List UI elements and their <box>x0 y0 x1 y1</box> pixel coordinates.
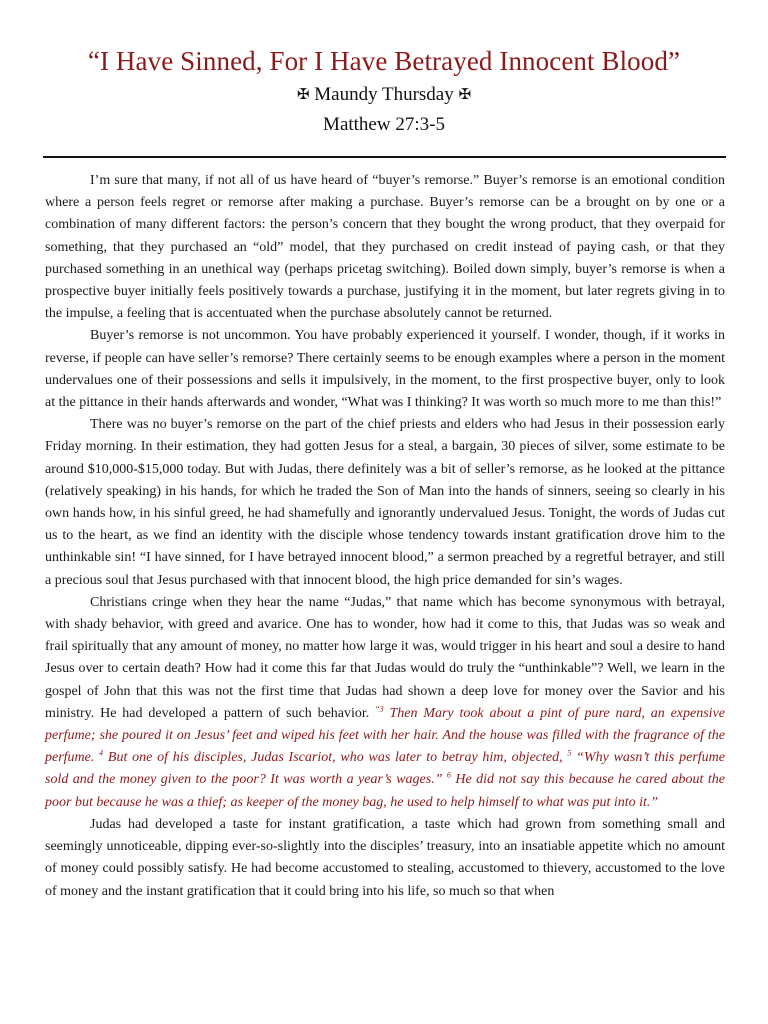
paragraph-5: Judas had developed a taste for instant gratification, a taste which had grown from something small and seemingly unnoticeable, dipping ever-so-slightly into the disciples’ treasury, into an insatiable appetite which no amount of money could possibly satisfy. He had become accustomed to stealing, accustomed to thievery, accustomed to the love of money and the instant gratification that it could bring into his life, so much so that when <box>45 816 725 899</box>
cross-icon: ✠ <box>296 85 310 103</box>
sermon-body <box>45 170 725 903</box>
verse-number: “3 <box>375 704 384 714</box>
scripture-quote <box>45 706 725 810</box>
paragraph-4 <box>45 592 725 814</box>
verse-number: 4 <box>99 748 104 758</box>
paragraph-2: Buyer’s remorse is not uncommon. You have probably experienced it yourself. I wonder, though, if it works in reverse, if people can have seller’s remorse? There certainly seems to be enough examples where a person in the moment undervalues one of their possessions and sells it impulsively, in the moment, to the first prospective buyer, only to look at the pittance in their hands afterwards and wonder, “What was I thinking? It was worth so much more to me than this!” <box>45 328 725 411</box>
verse-text: Then Mary took about a pint of pure nard, an expensive perfume; she poured it on Jesus’ feet and wiped his feet with her hair. And the house was filled with the fragrance of the perfume. <box>45 705 725 766</box>
verse-text: But one of his disciples, Judas Iscariot, who was later to betray him, objected, <box>103 750 568 766</box>
verse-text: “Why wasn’t this perfume sold and the money given to the poor? It was worth a year’s wages.” <box>45 750 725 788</box>
paragraph-1: I’m sure that many, if not all of us have heard of “buyer’s remorse.” Buyer’s remorse is an emotional condition where a person feels regret or remorse after making a purchase. Buyer’s remorse can be a brought on by one or a combination of many different factors: the person’s concern that they bought the wrong product, that they overpaid for something, that they purchased an “old” model, that they purchased on credit instead of paying cash, or that they purchased something in an unethical way (perhaps pricetag switching). Boiled down simply, buyer’s remorse is when a prospective buyer initially feels positively towards a purchase, justifying it in the moment, but later regrets giving in to the impulse, a feeling that is accentuated when the purchase absolutely cannot be returned. <box>45 173 725 322</box>
cross-icon: ✠ <box>458 85 472 103</box>
occasion-text: Maundy Thursday <box>314 84 454 105</box>
paragraph-3: There was no buyer’s remorse on the part of the chief priests and elders who had Jesus in their possession early Friday morning. In their estimation, they had gotten Jesus for a steal, a bargain, 30 pieces of silver, some estimate to be around $10,000-$15,000 today. But with Judas, there definitely was a bit of seller’s remorse, as he looked at the pittance (relatively speaking) in his hands, for which he traded the Son of Man into the hands of sinners, seeing so clearly in his own hands how, in his sinful greed, he had shamefully and ignorantly undervalued Jesus. Tonight, the words of Judas cut us to the heart, as we find an identity with the disciple whose tendency towards instant gratification drove him to the unthinkable sin! “I have sinned, for I have betrayed innocent blood,” a sermon preached by a regretful betrayer, and still a precious soul that Jesus purchased with that innocent blood, the high price demanded for sin’s wages. <box>45 417 725 588</box>
verse-number: 6 <box>446 770 451 780</box>
verse-text: He did not say this because he cared about the poor but because he was a thief; as keeper of the money bag, he used to help himself to what was put into it.” <box>45 772 725 810</box>
verse-number: 5 <box>567 748 572 758</box>
occasion-line <box>0 84 768 106</box>
sermon-title: “I Have Sinned, For I Have Betrayed Innocent Blood” <box>87 46 681 76</box>
header-divider <box>43 156 726 158</box>
paragraph-4-text: Christians cringe when they hear the name “Judas,” that name which has become synonymous with betrayal, with shady behavior, with greed and avarice. One has to wonder, how had it come to this, that Judas was so weak and frail spiritually that any amount of money, no matter how large it was, would trigger in his heart and soul a desire to hand Jesus over to certain death? How had it come this far that Judas would do truly the “unthinkable”? Well, we learn in the gospel of John that this was not the first time that Judas had shown a deep love for money over the Savior and his ministry. He had developed a pattern of such behavior. <box>45 594 725 721</box>
scripture-reference: Matthew 27:3-5 <box>323 114 445 135</box>
